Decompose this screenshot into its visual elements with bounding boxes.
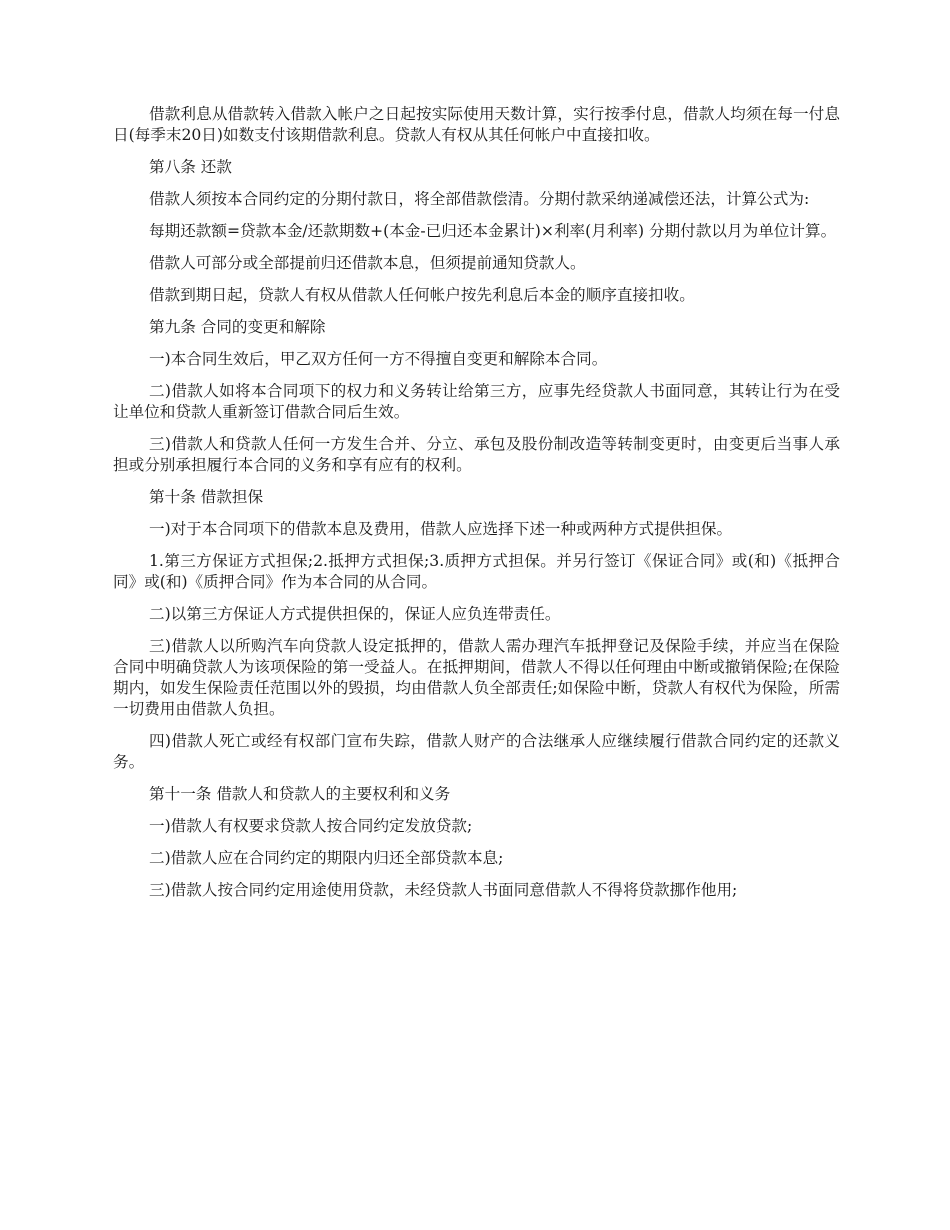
paragraph-change-1: 一)本合同生效后，甲乙双方任何一方不得擅自变更和解除本合同。 [149,350,608,368]
paragraph-rights-1: 一)借款人有权要求贷款人按合同约定发放贷款; [149,817,473,835]
paragraph-guarantee-1: 一)对于本合同项下的借款本息及费用，借款人应选择下述一种或两种方式提供担保。 [149,520,733,538]
paragraph-change-3: 三)借款人和贷款人任何一方发生合并、分立、承包及股份制改造等转制变更时，由变更后当事人承担或分别承担履行本合同的义务和享有应有的权利。 [113,435,840,474]
paragraph-repayment-formula: 每期还款额=贷款本金/还款期数+(本金-已归还本金累计)×利率(月利率) 分期付款以月为单位计算。 [149,222,837,240]
paragraph-repayment-method: 借款人须按本合同约定的分期付款日，将全部借款偿清。分期付款采纳递减偿还法，计算公式为: [149,190,810,208]
document-page [113,104,840,912]
heading-article-10: 第十条 借款担保 [149,488,264,506]
paragraph-guarantee-methods: 1.第三方保证方式担保;2.抵押方式担保;3.质押方式担保。并另行签订《保证合同》或(和)《抵押合同》或(和)《质押合同》作为本合同的从合同。 [113,552,840,591]
heading-article-8: 第八条 还款 [149,158,232,176]
heading-article-9: 第九条 合同的变更和解除 [149,318,326,336]
paragraph-maturity-deduction: 借款到期日起，贷款人有权从借款人任何帐户按先利息后本金的顺序直接扣收。 [149,286,695,304]
paragraph-rights-2: 二)借款人应在合同约定的期限内归还全部贷款本息; [149,849,504,867]
paragraph-early-repayment: 借款人可部分或全部提前归还借款本息，但须提前通知贷款人。 [149,254,586,272]
heading-article-11: 第十一条 借款人和贷款人的主要权利和义务 [149,785,451,803]
paragraph-guarantee-4: 四)借款人死亡或经有权部门宣布失踪，借款人财产的合法继承人应继续履行借款合同约定的还款义务。 [113,732,840,771]
paragraph-guarantee-3: 三)借款人以所购汽车向贷款人设定抵押的，借款人需办理汽车抵押登记及保险手续，并应当在保险合同中明确贷款人为该项保险的第一受益人。在抵押期间，借款人不得以任何理由中断或撤销保险;在保险期内，如发生保险责任范围以外的毁损，均由借款人负全部责任;如保险中断，贷款人有权代为保险，所需一切费用由借款人负担。 [113,637,840,718]
paragraph-interest: 借款利息从借款转入借款入帐户之日起按实际使用天数计算，实行按季付息，借款人均须在每一付息日(每季末20日)如数支付该期借款利息。贷款人有权从其任何帐户中直接扣收。 [113,105,840,144]
paragraph-change-2: 二)借款人如将本合同项下的权力和义务转让给第三方，应事先经贷款人书面同意，其转让行为在受让单位和贷款人重新签订借款合同后生效。 [113,382,840,421]
paragraph-rights-3: 三)借款人按合同约定用途使用贷款，未经贷款人书面同意借款人不得将贷款挪作他用; [149,881,738,899]
paragraph-guarantee-2: 二)以第三方保证人方式提供担保的，保证人应负连带责任。 [149,605,561,623]
